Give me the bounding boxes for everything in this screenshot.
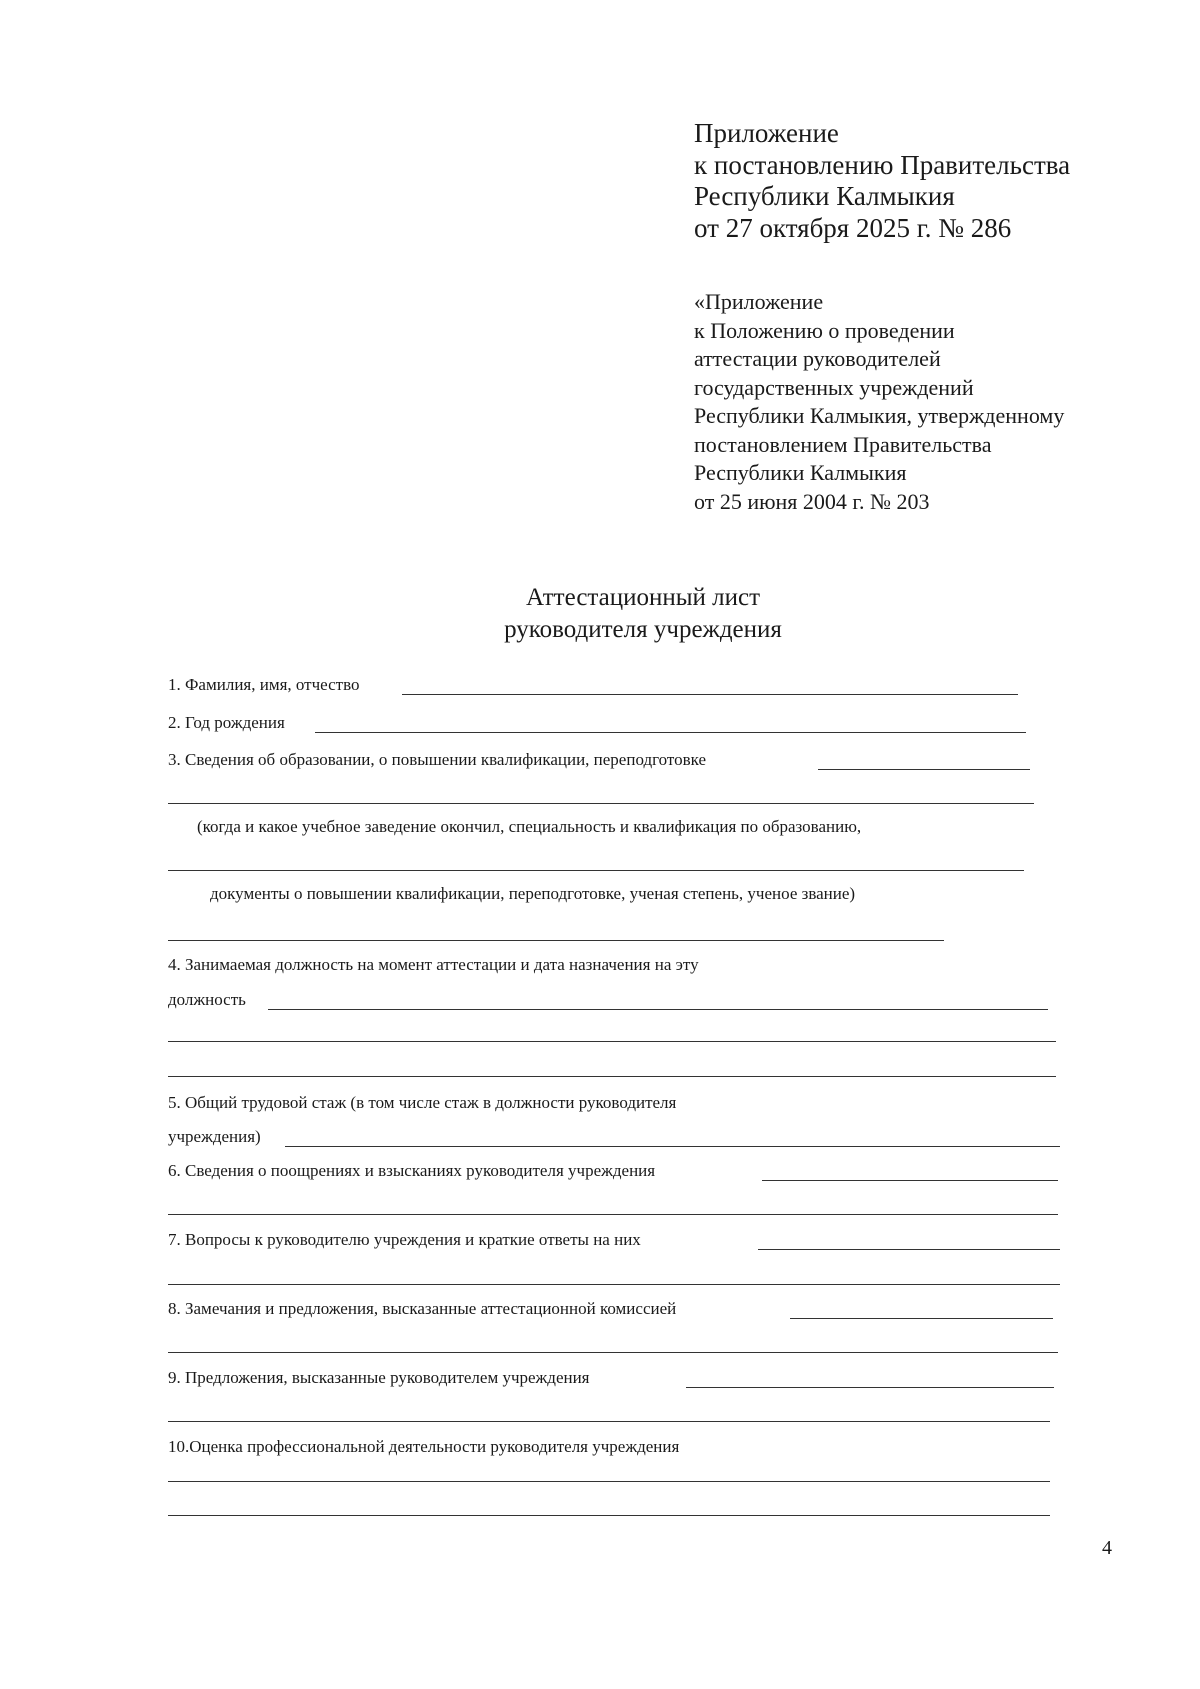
item-1-label: 1. Фамилия, имя, отчество — [168, 675, 360, 694]
item-3-fill-line — [818, 769, 1030, 770]
item-9-label: 9. Предложения, высказанные руководителем учреждения — [168, 1368, 590, 1387]
appendix-header-line: к постановлению Правительства — [694, 149, 1071, 180]
item-3-fill-line-2 — [168, 803, 1034, 804]
title-line-2: руководителя учреждения — [504, 616, 782, 643]
item-6-fill-line-2 — [168, 1214, 1058, 1215]
quoted-appendix-line: Республики Калмыкия, утвержденному — [694, 403, 1065, 428]
quoted-appendix — [694, 288, 1064, 516]
item-3-note-1: (когда и какое учебное заведение окончил, специальность и квалификация по образованию, — [197, 817, 862, 836]
item-8-label: 8. Замечания и предложения, высказанные аттестационной комиссией — [168, 1299, 677, 1318]
appendix-header-line: Республики Калмыкия — [694, 181, 955, 211]
item-4-fill-line-2 — [168, 1041, 1056, 1042]
item-4-fill-line-3 — [168, 1076, 1056, 1077]
appendix-header — [694, 118, 1070, 244]
quoted-appendix-line: Республики Калмыкия — [694, 460, 907, 485]
item-10-label: 10.Оценка профессиональной деятельности руководителя учреждения — [168, 1437, 680, 1456]
item-10-fill-line-2 — [168, 1515, 1050, 1516]
item-9-fill-line — [686, 1387, 1054, 1388]
item-7-fill-line — [758, 1249, 1060, 1250]
item-6-fill-line — [762, 1180, 1058, 1181]
item-9-fill-line-2 — [168, 1421, 1050, 1422]
item-4-label: 4. Занимаемая должность на момент аттестации и дата назначения на эту — [168, 955, 699, 974]
quoted-appendix-line: «Приложение — [694, 289, 824, 314]
item-7-fill-line-2 — [168, 1284, 1060, 1285]
appendix-header-line: от 27 октября 2025 г. № 286 — [694, 212, 1012, 243]
item-1-fill-line — [402, 694, 1018, 695]
quoted-appendix-line: государственных учреждений — [694, 374, 974, 400]
item-7-label: 7. Вопросы к руководителю учреждения и краткие ответы на них — [168, 1230, 641, 1249]
item-8-fill-line-2 — [168, 1352, 1058, 1353]
appendix-header-line: Приложение — [694, 118, 839, 148]
page-number: 4 — [1102, 1537, 1112, 1559]
title-line-1: Аттестационный лист — [525, 584, 761, 611]
item-6-label: 6. Сведения о поощрениях и взысканиях руководителя учреждения — [168, 1161, 656, 1180]
item-5-fill-line — [285, 1146, 1060, 1147]
item-3-fill-line-3 — [168, 870, 1024, 871]
quoted-appendix-line: аттестации руководителей — [694, 346, 941, 371]
item-8-fill-line — [790, 1318, 1053, 1319]
item-10-fill-line — [168, 1481, 1050, 1482]
item-5-label: 5. Общий трудовой стаж (в том числе стаж в должности руководителя — [168, 1093, 677, 1112]
item-2-label: 2. Год рождения — [168, 713, 285, 732]
item-5-label-cont: учреждения) — [168, 1127, 261, 1146]
item-2-fill-line — [315, 732, 1026, 733]
item-3-fill-line-4 — [168, 940, 944, 941]
item-4-fill-line — [268, 1009, 1048, 1010]
document-title — [0, 582, 1200, 646]
quoted-appendix-line: к Положению о проведении — [694, 317, 955, 343]
item-3-label: 3. Сведения об образовании, о повышении квалификации, переподготовке — [168, 750, 707, 769]
quoted-appendix-line: постановлением Правительства — [694, 431, 992, 457]
item-3-note-2: документы о повышении квалификации, переподготовке, ученая степень, ученое звание) — [210, 884, 856, 903]
item-4-label-cont: должность — [168, 990, 246, 1009]
quoted-appendix-line: от 25 июня 2004 г. № 203 — [694, 488, 930, 514]
